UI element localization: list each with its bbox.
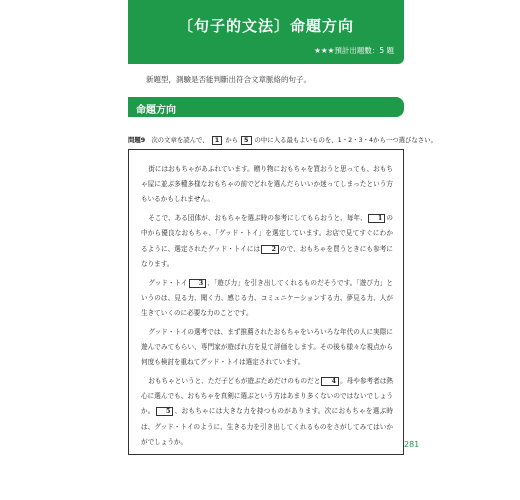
section-header xyxy=(128,97,404,117)
passage-text: 。母や参考者は熱心に選んでも、おもちゃを真剣に選ぶという方はあまり多くないのではないでしょうか。 xyxy=(141,377,393,416)
passage-text: ので、おもちゃを買うときにも参考になります。 xyxy=(141,244,393,268)
passage-text: 街にはおもちゃがあふれています。贈り物におもちゃを買おうと思っても、おもちゃ屋に並ぶ多種多様なおもちゃの前でどれを選んだらいいか迷ってしまったという方もいるかもしれません。 xyxy=(141,165,393,204)
answer-blank-box: 5 xyxy=(241,136,251,145)
answer-blank-box: 1 xyxy=(368,214,386,223)
passage-text: そこで、ある団体が、おもちゃを選ぶ時の参考にしてもらおうと、毎年、 xyxy=(148,214,367,223)
passage-text: グッド・トイ xyxy=(148,278,188,287)
answer-blank-box: 1 xyxy=(212,136,222,145)
question-text-1: 次の文章を読んで、 xyxy=(151,136,209,144)
chapter-header xyxy=(128,0,404,64)
passage-text: の中から優良なおもちゃ、「グッド・トイ」を選定しています。お店で見てすぐにわかるように、選定されたグッド・トイには xyxy=(141,214,393,253)
passage-paragraph xyxy=(141,162,393,208)
passage-text: グッド・トイの選考では、まず推薦されたおもちゃをいろいろな年代の人に実際に遊んでみてもらい、専門家が遊ばれ方を見て評価をします。その後も様々な視点から何度も検討を重ねてグッド・トイは選定されています。 xyxy=(141,327,393,367)
answer-blank-box: 2 xyxy=(261,245,279,254)
section-title: 命題方向 xyxy=(136,105,176,116)
page-number: 281 xyxy=(404,440,420,449)
passage-paragraph xyxy=(141,211,393,272)
question-text-3: の中に入る最もよいものを、1・2・3・4から一つ選びなさい。 xyxy=(254,136,437,144)
passage-text: 、おもちゃには大きな力を持つものがあります。次におもちゃを選ぶ時は、グッド・トイのように、生きる力を引き出してくれるものをさがしてみてはいかがでしょうか。 xyxy=(141,407,393,446)
passage-text: 、「遊び力」を引き出してくれるものだそうです。「遊び力」というのは、見る力、聞く力、感じる力、コミュニケーションする力、夢見る力、人が生きていくのに必要な力のことです。 xyxy=(141,278,394,318)
intro-text: 新題型，測驗是否能判斷出符合文章脈絡的句子。 xyxy=(146,75,311,84)
passage-text: おもちゃというと、ただ子どもが遊ぶためだけのものだと xyxy=(148,377,321,386)
answer-blank-box: 3 xyxy=(189,279,207,288)
question-prompt xyxy=(128,135,437,145)
reading-passage xyxy=(128,149,404,455)
answer-blank-box: 4 xyxy=(321,377,339,386)
question-text-2: から xyxy=(225,136,238,144)
question-number: 問題9 xyxy=(128,136,146,144)
passage-paragraph xyxy=(141,276,393,322)
passage-paragraph xyxy=(141,374,393,450)
chapter-title: 〔句子的文法〕命題方向 xyxy=(177,17,354,35)
question-count-note: ★★★預計出題數：5 題 xyxy=(314,46,394,55)
answer-blank-box: 5 xyxy=(156,407,174,416)
passage-paragraph xyxy=(141,325,393,371)
